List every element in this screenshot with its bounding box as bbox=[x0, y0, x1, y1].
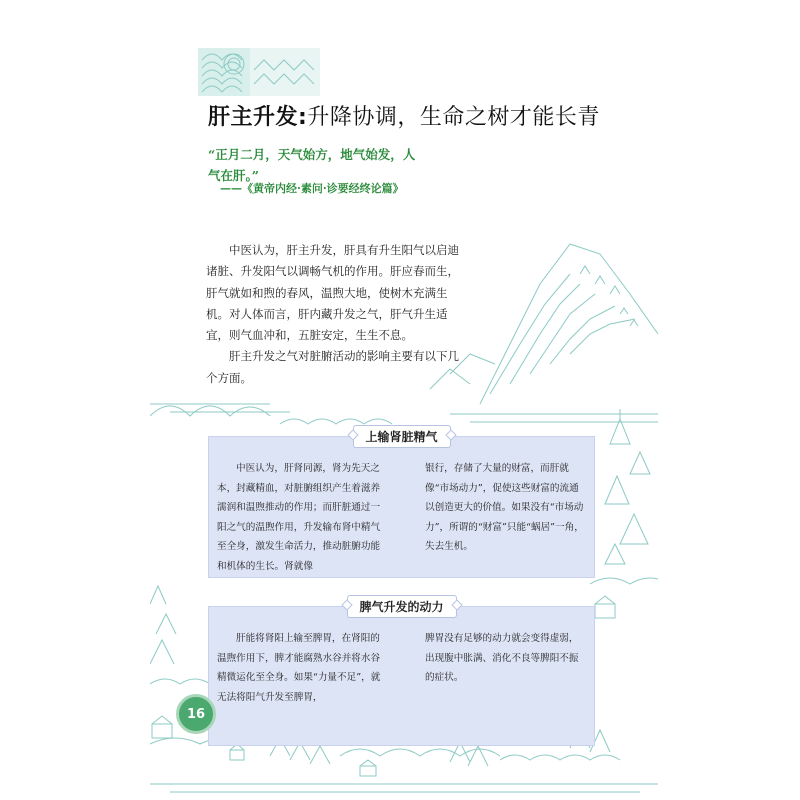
section-title: 上输肾脏精气 bbox=[352, 425, 450, 448]
section-title: 脾气升发的动力 bbox=[346, 595, 456, 618]
quote-source: ——《黄帝内经·素问·诊要经终论篇》 bbox=[220, 182, 404, 195]
classic-quote: “正月二月，天气始方，地气始发，人气在肝。” bbox=[208, 147, 416, 183]
section-text-right: 银行，存储了大量的财富，而肝就像“市场动力”，促使这些财富的流通以创造更大的价值。如果没有“市场动力”，所谓的“财富”只能“蜗居”一角，失去生机。 bbox=[425, 463, 584, 552]
intro-paragraph-1: 中医认为，肝主升发，肝具有升生阳气以启迪诸脏、升发阳气以调畅气机的作用。肝应春而生，肝气就如和煦的春风，温煦大地，使树木充满生机。对人体而言，肝内藏升发之气，肝气升生适宜，则气血冲和，五脏安定，生生不息。 bbox=[206, 243, 459, 343]
section-text-left: 肝能将肾阳上输至脾胃，在肾阳的温煦作用下，脾才能腐熟水谷并将水谷精微运化至全身。如果“力量不足”，就无法将阳气升发至脾胃， bbox=[217, 633, 381, 703]
book-page bbox=[150, 44, 658, 800]
intro-text bbox=[206, 240, 468, 389]
title-main: 肝主升发: bbox=[208, 105, 308, 130]
page-title bbox=[208, 100, 658, 131]
intro-paragraph-2: 肝主升发之气对脏腑活动的影响主要有以下几个方面。 bbox=[206, 349, 459, 385]
title-sub: 升降协调，生命之树才能长青 bbox=[307, 105, 600, 130]
section-box-kidney-essence bbox=[208, 430, 595, 578]
section-text-left: 中医认为，肝肾同源，肾为先天之本，封藏精血，对脏腑组织产生着滋养濡润和温煦推动的作用；而肝脏通过一阳之气的温煦作用，升发输布肾中精气至全身，激发生命活力，推动脏腑功能和机体的生长。肾就像 bbox=[217, 463, 381, 572]
section-text-right: 脾胃没有足够的动力就会变得虚弱，出现腹中胀满、消化不良等脾阳不振的症状。 bbox=[425, 633, 579, 683]
section-box-spleen-qi bbox=[208, 600, 595, 746]
page-number-badge: 16 bbox=[176, 694, 216, 734]
